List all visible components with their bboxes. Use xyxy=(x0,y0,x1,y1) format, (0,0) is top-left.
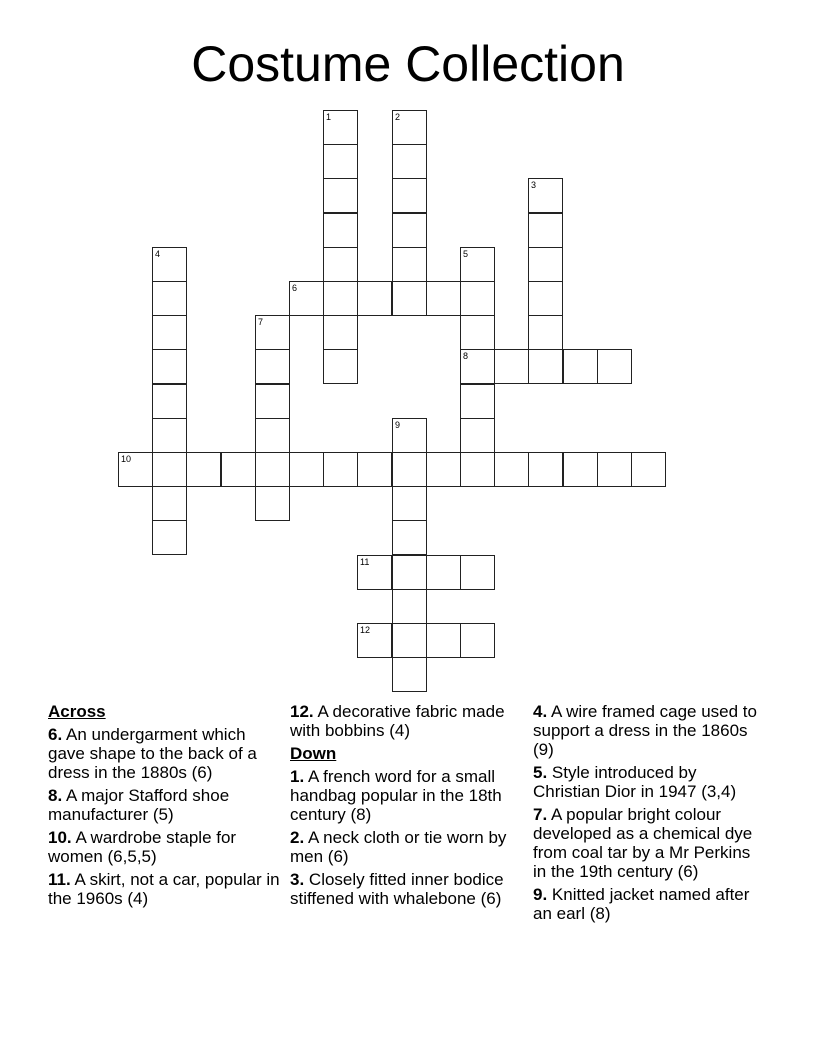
clue-down-7: 7. A popular bright colour developed as a chemical dye from coal tar by a Mr Perkins in the 19th century (6) xyxy=(533,805,753,881)
grid-cell[interactable] xyxy=(494,452,529,487)
grid-cell[interactable] xyxy=(392,247,427,282)
clue-down-9: 9. Knitted jacket named after an earl (8) xyxy=(533,885,750,923)
grid-cell[interactable] xyxy=(152,247,187,282)
grid-cell[interactable] xyxy=(152,486,187,521)
grid-cell[interactable] xyxy=(460,315,495,350)
grid-cell[interactable] xyxy=(221,452,256,487)
grid-cell[interactable] xyxy=(255,486,290,521)
grid-cell[interactable] xyxy=(392,213,427,248)
grid-cell[interactable] xyxy=(460,452,495,487)
grid-cell[interactable] xyxy=(426,623,461,658)
clue-number: 1 xyxy=(326,112,332,122)
clue-number: 3 xyxy=(531,180,537,190)
down-heading: Down xyxy=(290,744,337,763)
clues-column-3 xyxy=(533,702,765,927)
grid-cell[interactable] xyxy=(392,486,427,521)
clue-number: 5 xyxy=(463,249,469,259)
clue-number: 6 xyxy=(292,283,298,293)
grid-cell[interactable] xyxy=(152,452,187,487)
grid-cell[interactable] xyxy=(152,418,187,453)
grid-cell[interactable] xyxy=(323,110,358,145)
grid-cell[interactable] xyxy=(392,178,427,213)
grid-cell[interactable] xyxy=(357,555,392,590)
grid-cell[interactable] xyxy=(392,589,427,624)
clue-across-12: 12. A decorative fabric made with bobbins (4) xyxy=(290,702,505,740)
grid-cell[interactable] xyxy=(460,623,495,658)
grid-cell[interactable] xyxy=(528,281,563,316)
grid-cell[interactable] xyxy=(392,623,427,658)
grid-cell[interactable] xyxy=(255,315,290,350)
grid-cell[interactable] xyxy=(255,384,290,419)
clue-across-8: 8. A major Stafford shoe manufacturer (5) xyxy=(48,786,230,824)
grid-cell[interactable] xyxy=(357,623,392,658)
grid-cell[interactable] xyxy=(323,349,358,384)
clue-across-10: 10. A wardrobe staple for women (6,5,5) xyxy=(48,828,237,866)
grid-cell[interactable] xyxy=(460,281,495,316)
clue-across-6: 6. An undergarment which gave shape to the back of a dress in the 1880s (6) xyxy=(48,725,257,782)
grid-cell[interactable] xyxy=(323,452,358,487)
grid-cell[interactable] xyxy=(152,281,187,316)
grid-cell[interactable] xyxy=(528,178,563,213)
grid-cell[interactable] xyxy=(494,349,529,384)
clue-down-4: 4. A wire framed cage used to support a dress in the 1860s (9) xyxy=(533,702,757,759)
grid-cell[interactable] xyxy=(631,452,666,487)
grid-cell[interactable] xyxy=(563,452,598,487)
grid-cell[interactable] xyxy=(323,315,358,350)
grid-cell[interactable] xyxy=(597,452,632,487)
grid-cell[interactable] xyxy=(186,452,221,487)
clue-down-2: 2. A neck cloth or tie worn by men (6) xyxy=(290,828,507,866)
clue-down-1: 1. A french word for a small handbag popular in the 18th century (8) xyxy=(290,767,502,824)
grid-cell[interactable] xyxy=(392,520,427,555)
grid-cell[interactable] xyxy=(392,452,427,487)
clue-number: 8 xyxy=(463,351,469,361)
grid-cell[interactable] xyxy=(289,452,324,487)
grid-cell[interactable] xyxy=(597,349,632,384)
grid-cell[interactable] xyxy=(118,452,153,487)
clue-number: 7 xyxy=(258,317,264,327)
grid-cell[interactable] xyxy=(152,315,187,350)
grid-cell[interactable] xyxy=(323,281,358,316)
grid-cell[interactable] xyxy=(152,349,187,384)
grid-cell[interactable] xyxy=(392,418,427,453)
clues-column-1 xyxy=(48,702,280,912)
grid-cell[interactable] xyxy=(528,452,563,487)
clue-number: 10 xyxy=(121,454,132,464)
grid-cell[interactable] xyxy=(528,349,563,384)
grid-cell[interactable] xyxy=(323,247,358,282)
across-heading: Across xyxy=(48,702,106,721)
grid-cell[interactable] xyxy=(528,247,563,282)
grid-cell[interactable] xyxy=(528,315,563,350)
clue-number: 9 xyxy=(395,420,401,430)
grid-cell[interactable] xyxy=(392,144,427,179)
grid-cell[interactable] xyxy=(426,281,461,316)
clue-number: 2 xyxy=(395,112,401,122)
grid-cell[interactable] xyxy=(323,178,358,213)
grid-cell[interactable] xyxy=(460,349,495,384)
grid-cell[interactable] xyxy=(460,247,495,282)
grid-cell[interactable] xyxy=(392,281,427,316)
clue-down-5: 5. Style introduced by Christian Dior in 1947 (3,4) xyxy=(533,763,737,801)
grid-cell[interactable] xyxy=(323,144,358,179)
clue-number: 4 xyxy=(155,249,161,259)
grid-cell[interactable] xyxy=(255,418,290,453)
grid-cell[interactable] xyxy=(323,213,358,248)
clue-number: 12 xyxy=(360,625,371,635)
clue-across-11: 11. A skirt, not a car, popular in the 1960s (4) xyxy=(48,870,280,908)
grid-cell[interactable] xyxy=(426,555,461,590)
clue-number: 11 xyxy=(360,557,370,567)
grid-cell[interactable] xyxy=(152,384,187,419)
grid-cell[interactable] xyxy=(357,452,392,487)
grid-cell[interactable] xyxy=(392,657,427,692)
grid-cell[interactable] xyxy=(563,349,598,384)
grid-cell[interactable] xyxy=(289,281,324,316)
grid-cell[interactable] xyxy=(528,213,563,248)
clue-down-3: 3. Closely fitted inner bodice stiffened with whalebone (6) xyxy=(290,870,504,908)
grid-cell[interactable] xyxy=(152,520,187,555)
grid-cell[interactable] xyxy=(255,452,290,487)
grid-cell[interactable] xyxy=(357,281,392,316)
grid-cell[interactable] xyxy=(460,384,495,419)
grid-cell[interactable] xyxy=(392,555,427,590)
clues-column-2 xyxy=(290,702,522,912)
grid-cell[interactable] xyxy=(460,555,495,590)
grid-cell[interactable] xyxy=(255,349,290,384)
grid-cell[interactable] xyxy=(426,452,461,487)
page-title: Costume Collection xyxy=(191,36,625,92)
grid-cell[interactable] xyxy=(392,110,427,145)
grid-cell[interactable] xyxy=(460,418,495,453)
